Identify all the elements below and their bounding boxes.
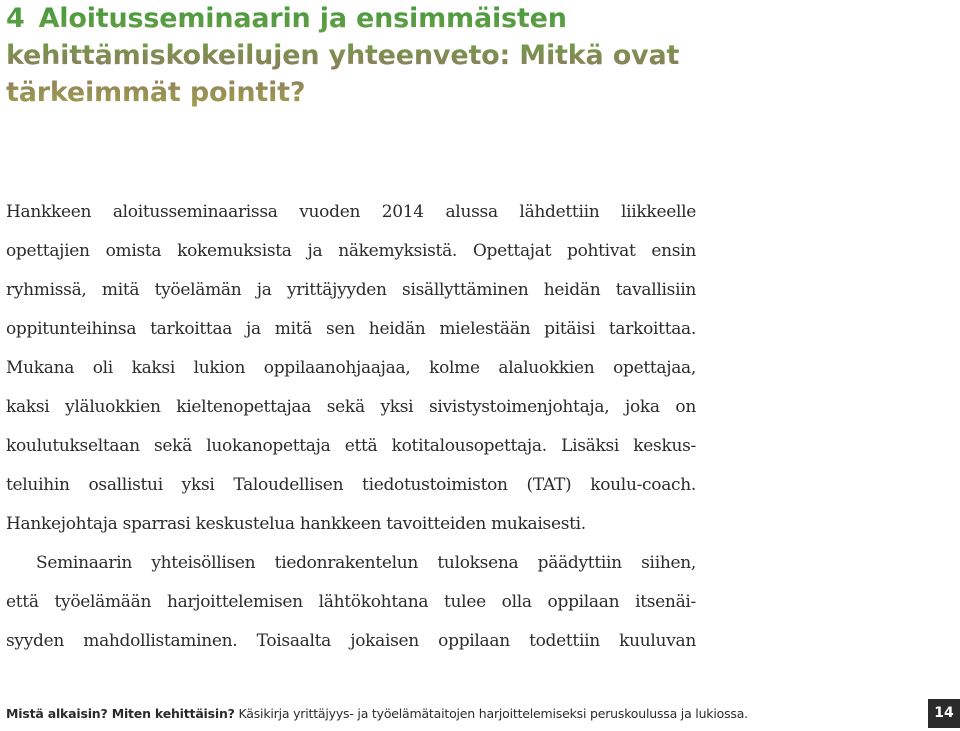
body-line-5: Mukana oli kaksi lukion oppilaanohjaajaa, kolme alaluokkien opettajaa, <box>6 358 696 378</box>
chapter-title-line-1: Aloitusseminaarin ja ensimmäisten <box>38 3 567 34</box>
body-line-6: kaksi yläluokkien kieltenopettajaa sekä yksi sivistystoimenjohtaja, joka on <box>6 397 696 417</box>
body-line-8: teluihin osallistui yksi Taloudellisen tiedotustoimiston (TAT) koulu-coach. <box>6 475 696 495</box>
chapter-number: 4 <box>6 3 25 34</box>
body-line-9: Hankejohtaja sparrasi keskustelua hankkeen tavoitteiden mukaisesti. <box>6 514 586 534</box>
body-line-10: Seminaarin yhteisöllisen tiedonrakentelun tuloksena päädyttiin siihen, <box>36 553 696 573</box>
page-number-badge: 14 <box>928 699 960 728</box>
footer-series-title: Mistä alkaisin? Miten kehittäisin? <box>6 706 235 721</box>
body-line-1: Hankkeen aloitusseminaarissa vuoden 2014 alussa lähdettiin liikkeelle <box>6 202 696 222</box>
body-line-7: koulutukseltaan sekä luokanopettaja että kotitalousopettaja. Lisäksi keskus- <box>6 436 696 456</box>
body-paragraphs <box>6 193 696 661</box>
chapter-title-line-3: tärkeimmät pointit? <box>6 77 306 108</box>
body-line-12: syyden mahdollistaminen. Toisaalta jokaisen oppilaan todettiin kuuluvan <box>6 631 696 651</box>
chapter-title-line-2: kehittämiskokeilujen yhteenveto: Mitkä ovat <box>6 40 680 71</box>
body-line-2: opettajien omista kokemuksista ja näkemyksistä. Opettajat pohtivat ensin <box>6 241 696 261</box>
footer-book-title: Käsikirja yrittäjyys- ja työelämätaitojen harjoittelemiseksi peruskoulussa ja lukiossa. <box>238 706 748 721</box>
chapter-heading <box>6 0 726 111</box>
body-line-11: että työelämään harjoittelemisen lähtökohtana tulee olla oppilaan itsenäi- <box>6 592 696 612</box>
body-line-3: ryhmissä, mitä työelämän ja yrittäjyyden sisällyttäminen heidän tavallisiin <box>6 280 696 300</box>
body-line-4: oppitunteihinsa tarkoittaa ja mitä sen heidän mielestään pitäisi tarkoittaa. <box>6 319 696 339</box>
page-footer <box>6 704 776 724</box>
